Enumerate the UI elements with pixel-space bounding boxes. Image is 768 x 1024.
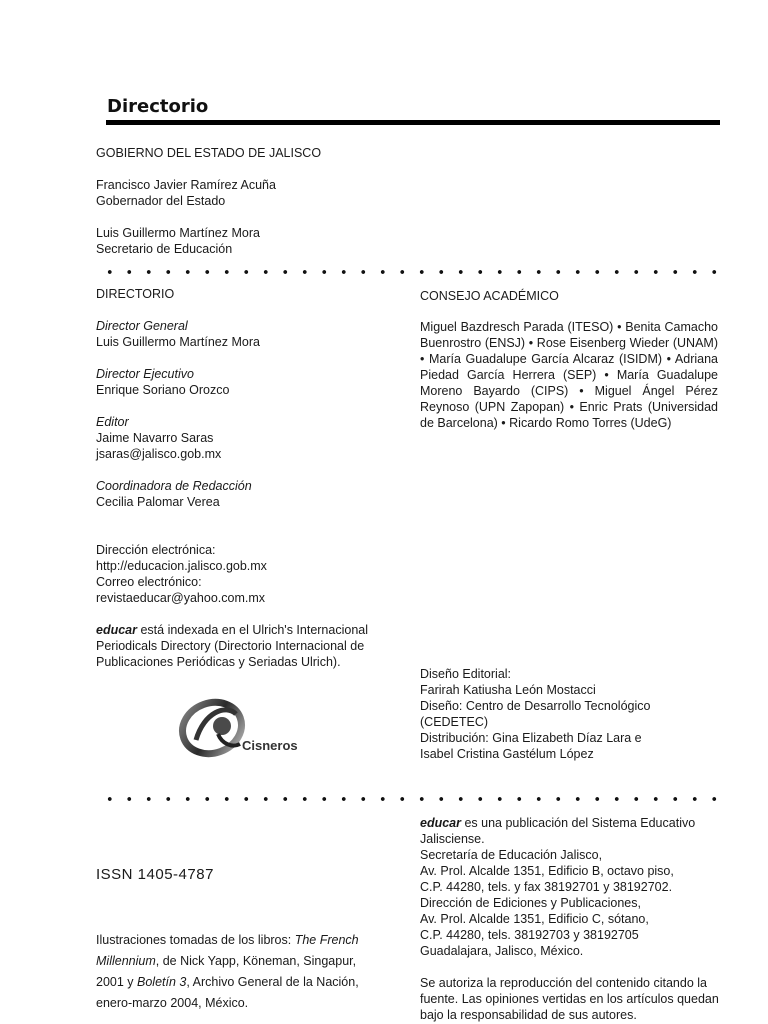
credits-line-5: Distribución: Gina Elizabeth Díaz Lara e	[420, 731, 642, 745]
pub-brand: educar	[420, 816, 461, 830]
page-title: Directorio	[107, 96, 209, 117]
rights-note: Se autoriza la reproducción del contenido citando la fuente. Las opiniones vertidas en los artículos quedan bajo la responsabilidad de sus autores.	[420, 976, 719, 1022]
pub-line-0: es una publicación del Sistema Educativo Jalisciense.	[420, 816, 696, 846]
publisher-line-5: Dirección de Ediciones y Publicaciones,	[420, 896, 641, 910]
publisher-line-8: Guadalajara, Jalisco, México.	[420, 944, 584, 958]
publisher-section	[420, 815, 720, 1023]
director-general-name: Luis Guillermo Martínez Mora	[96, 335, 260, 349]
gobierno-section	[96, 145, 426, 257]
book-title-2: Boletín 3	[137, 975, 187, 989]
consejo-heading: CONSEJO ACADÉMICO	[420, 289, 559, 303]
credits-line-2: Farirah Katiusha León Mostacci	[420, 683, 596, 697]
email-value: revistaeducar@yahoo.com.mx	[96, 591, 266, 605]
credits-line-3: Diseño: Centro de Desarrollo Tecnológico	[420, 699, 651, 713]
consejo-members: Miguel Bazdresch Parada (ITESO) • Benita Camacho Buenrostro (ENSJ) • Rose Eisenberg Wieder (UNAM) • María Guadalupe García Alcaraz (ISIDM) • Adriana Piedad García Herrera (SEP) • María Guadalupe Moreno Bayardo (CIPS) • Miguel Ángel Pérez Reynoso (UPN Zapopan) • Enric Prats (Universidad de Barcelona) • Ricardo Romo Torres (UdeG)	[420, 320, 718, 430]
publisher-line-6: Av. Prol. Alcalde 1351, Edificio C, sótano,	[420, 912, 649, 926]
consejo-section	[420, 288, 718, 431]
coordinadora-name: Cecilia Palomar Verea	[96, 495, 220, 509]
coordinadora-role: Coordinadora de Redacción	[96, 479, 252, 493]
credits-line-6: Isabel Cristina Gastélum López	[420, 747, 594, 761]
web-value: http://educacion.jalisco.gob.mx	[96, 559, 267, 573]
illus-prefix: Ilustraciones tomadas de los libros:	[96, 933, 295, 947]
editor-name: Jaime Navarro Saras	[96, 431, 214, 445]
illus-mid: , de Nick Yapp, Köneman, Singapur, 2001 y	[96, 954, 357, 989]
gobernador-name: Francisco Javier Ramírez Acuña	[96, 178, 276, 192]
cisneros-logo	[178, 694, 318, 762]
index-brand: educar	[96, 623, 137, 637]
title-rule	[106, 120, 720, 125]
email-label: Correo electrónico:	[96, 575, 202, 589]
index-note	[96, 622, 396, 670]
web-label: Dirección electrónica:	[96, 543, 216, 557]
publisher-line-7: C.P. 44280, tels. 38192703 y 38192705	[420, 928, 639, 942]
director-general-role: Director General	[96, 319, 188, 333]
publisher-line-2: Secretaría de Educación Jalisco,	[420, 848, 603, 862]
illus-suffix: , Archivo General de la Nación, enero-marzo 2004, México.	[96, 975, 359, 1010]
book-title-1: The French Millennium	[96, 933, 359, 968]
publisher-line-1	[420, 815, 720, 847]
cisneros-logo-icon	[178, 694, 318, 762]
editor-role: Editor	[96, 415, 129, 429]
logo-text: Cisneros	[242, 738, 298, 753]
publisher-line-4: C.P. 44280, tels. y fax 38192701 y 38192702.	[420, 880, 673, 894]
dotted-divider-top	[100, 268, 724, 276]
directorio-heading: DIRECTORIO	[96, 287, 175, 301]
secretario-role: Secretario de Educación	[96, 242, 233, 256]
illustrations-credit	[96, 930, 386, 1014]
editor-email: jsaras@jalisco.gob.mx	[96, 447, 222, 461]
issn: ISSN 1405-4787	[96, 866, 214, 883]
gobierno-heading: GOBIERNO DEL ESTADO DE JALISCO	[96, 146, 322, 160]
director-ejecutivo-name: Enrique Soriano Orozco	[96, 383, 230, 397]
credits-section	[420, 666, 720, 762]
director-ejecutivo-role: Director Ejecutivo	[96, 367, 194, 381]
dotted-divider-bottom	[100, 795, 724, 803]
secretario-name: Luis Guillermo Martínez Mora	[96, 226, 260, 240]
index-text: está indexada en el Ulrich's Internacional Periodicals Directory (Directorio Internacional de Publicaciones Periódicas y Seriadas Ulrich).	[96, 623, 368, 669]
gobernador-role: Gobernador del Estado	[96, 194, 226, 208]
publisher-line-3: Av. Prol. Alcalde 1351, Edificio B, octavo piso,	[420, 864, 674, 878]
credits-line-4: (CEDETEC)	[420, 715, 489, 729]
credits-line-1: Diseño Editorial:	[420, 667, 512, 681]
directorio-section	[96, 286, 396, 670]
